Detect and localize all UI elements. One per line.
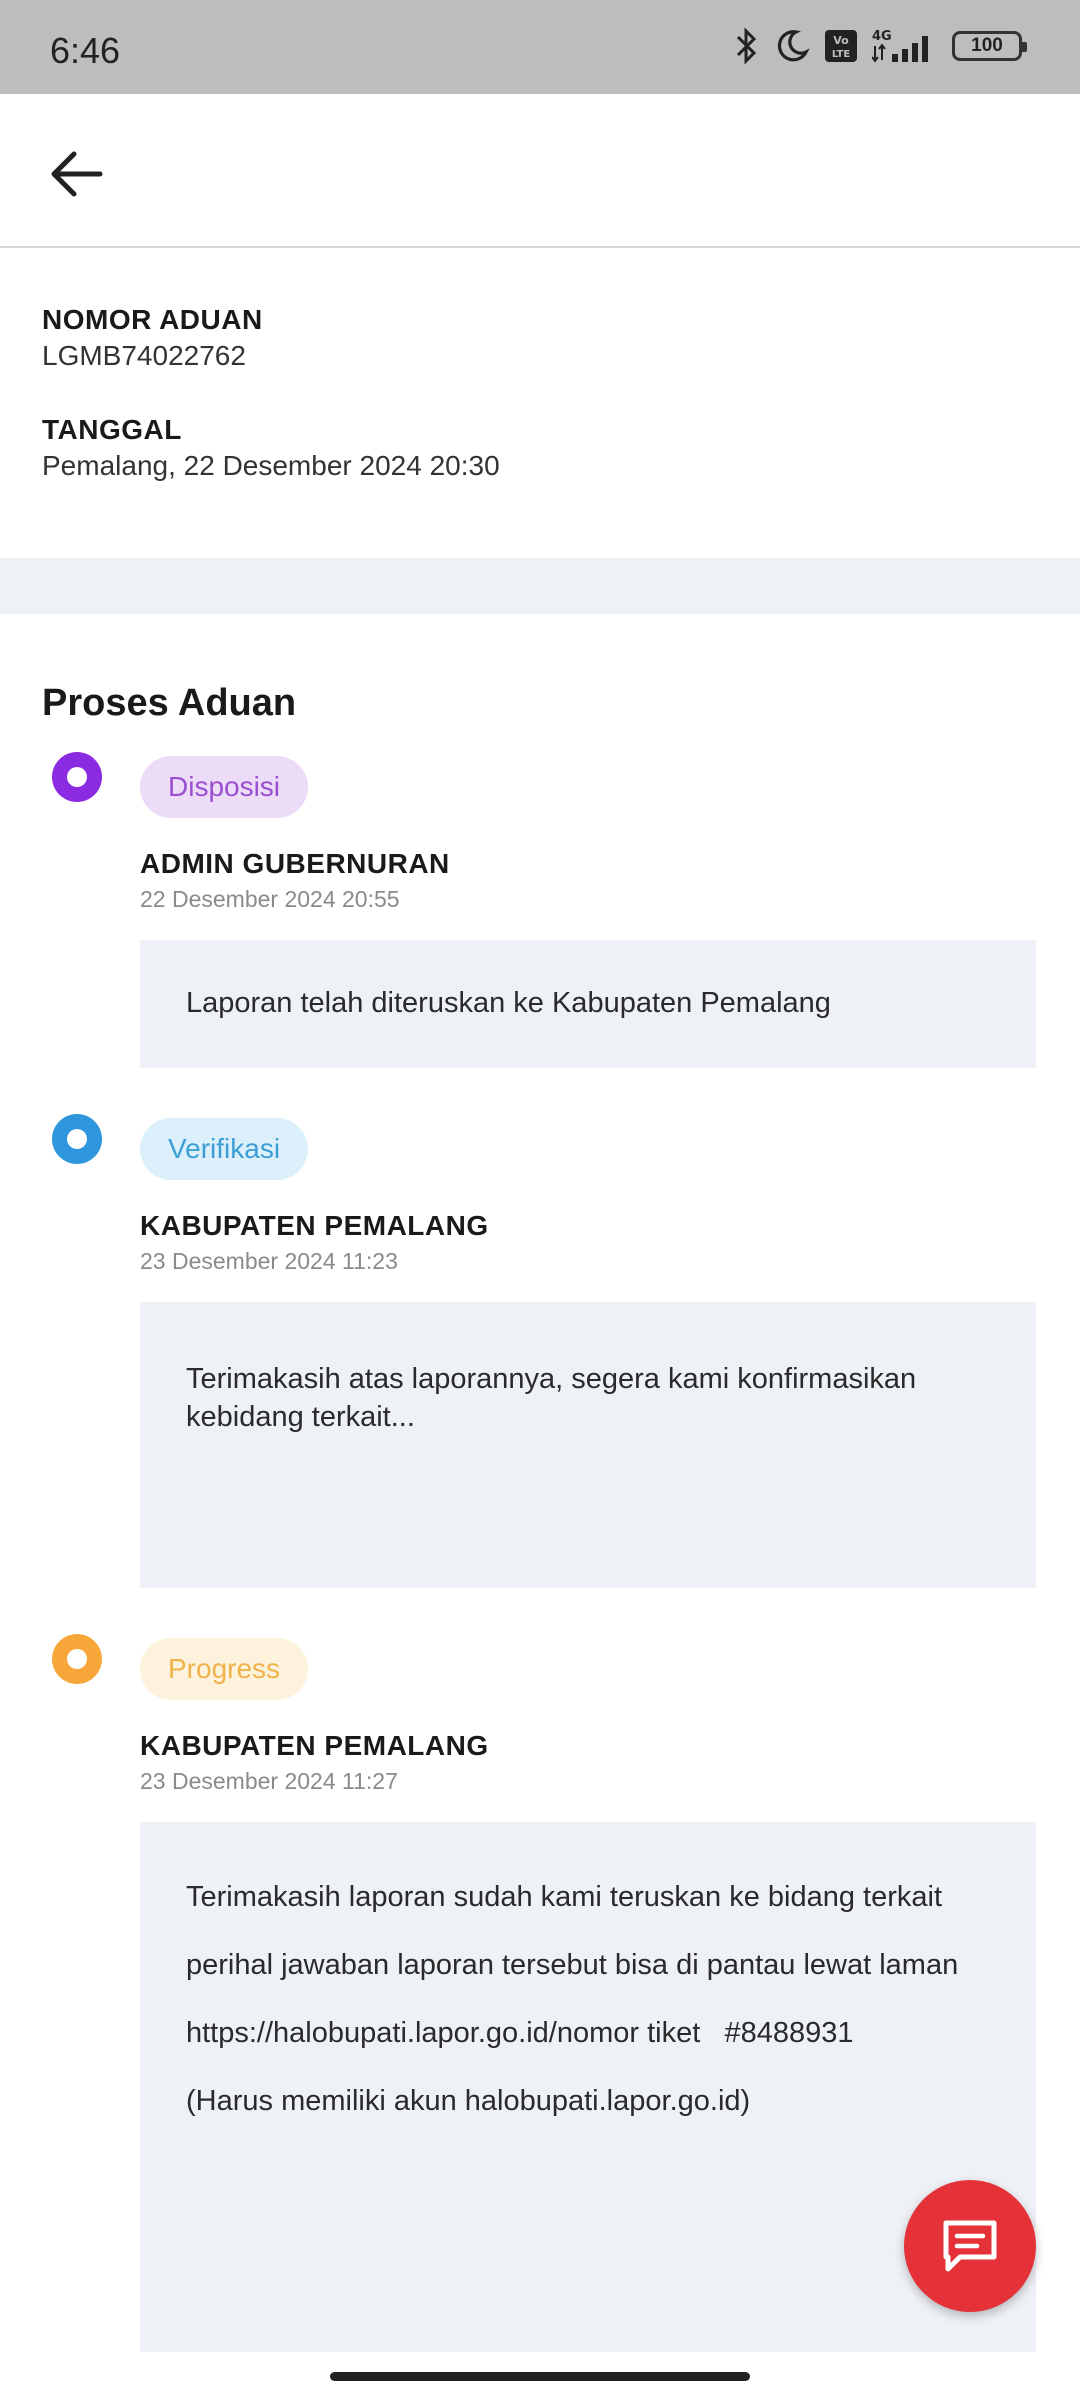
chat-fab-button[interactable] [904, 2180, 1036, 2312]
status-dot [52, 1114, 102, 1164]
step-organization: KABUPATEN PEMALANG [140, 1730, 489, 1761]
app-bar [0, 94, 1080, 248]
status-icons [734, 26, 1022, 66]
step-timestamp: 23 Desember 2024 11:27 [140, 1768, 398, 1794]
section-divider [0, 558, 1080, 614]
complaint-number-label: NOMOR ADUAN [42, 304, 263, 335]
arrow-left-icon [48, 150, 104, 198]
svg-text:Vo: Vo [833, 34, 849, 47]
status-chip: Disposisi [140, 756, 308, 818]
status-time: 6:46 [50, 30, 121, 71]
svg-text:4G: 4G [872, 29, 892, 44]
status-chip: Progress [140, 1638, 308, 1700]
back-button[interactable] [36, 134, 116, 214]
process-title: Proses Aduan [42, 682, 297, 724]
volte-icon [824, 29, 858, 63]
status-chip: Verifikasi [140, 1118, 308, 1180]
step-message [140, 1822, 1036, 2352]
message-line: Terimakasih laporan sudah kami teruskan ke bidang terkait [186, 1881, 943, 1913]
message-line: Terimakasih atas laporannya, segera kami konfirmasikan kebidang terkait... [186, 1363, 917, 1433]
status-dot [52, 1634, 102, 1684]
date-value: Pemalang, 22 Desember 2024 20:30 [42, 450, 500, 481]
svg-text:LTE: LTE [831, 49, 851, 60]
signal-icon [872, 28, 938, 64]
step-timestamp: 23 Desember 2024 11:23 [140, 1248, 398, 1274]
home-indicator[interactable] [330, 2372, 750, 2381]
status-bar [0, 0, 1080, 94]
complaint-info [42, 304, 1042, 482]
step-timestamp: 22 Desember 2024 20:55 [140, 886, 400, 912]
step-organization: KABUPATEN PEMALANG [140, 1210, 489, 1241]
complaint-number-value: LGMB74022762 [42, 340, 246, 371]
status-dot [52, 752, 102, 802]
step-message [140, 1302, 1036, 1588]
bluetooth-icon [734, 27, 760, 65]
message-line: (Harus memiliki akun halobupati.lapor.go.id) [186, 2085, 751, 2117]
message-line-link: https://halobupati.lapor.go.id/nomor tiket #8488931 [186, 2017, 854, 2049]
step-message [140, 940, 1036, 1068]
message-line: perihal jawaban laporan tersebut bisa di pantau lewat laman [186, 1949, 959, 1981]
step-organization: ADMIN GUBERNURAN [140, 848, 450, 879]
message-line: Laporan telah diteruskan ke Kabupaten Pemalang [186, 987, 831, 1019]
date-label: TANGGAL [42, 414, 182, 445]
moon-icon [774, 28, 810, 64]
battery-icon: 100 [952, 31, 1022, 61]
chat-icon [940, 2217, 1000, 2275]
